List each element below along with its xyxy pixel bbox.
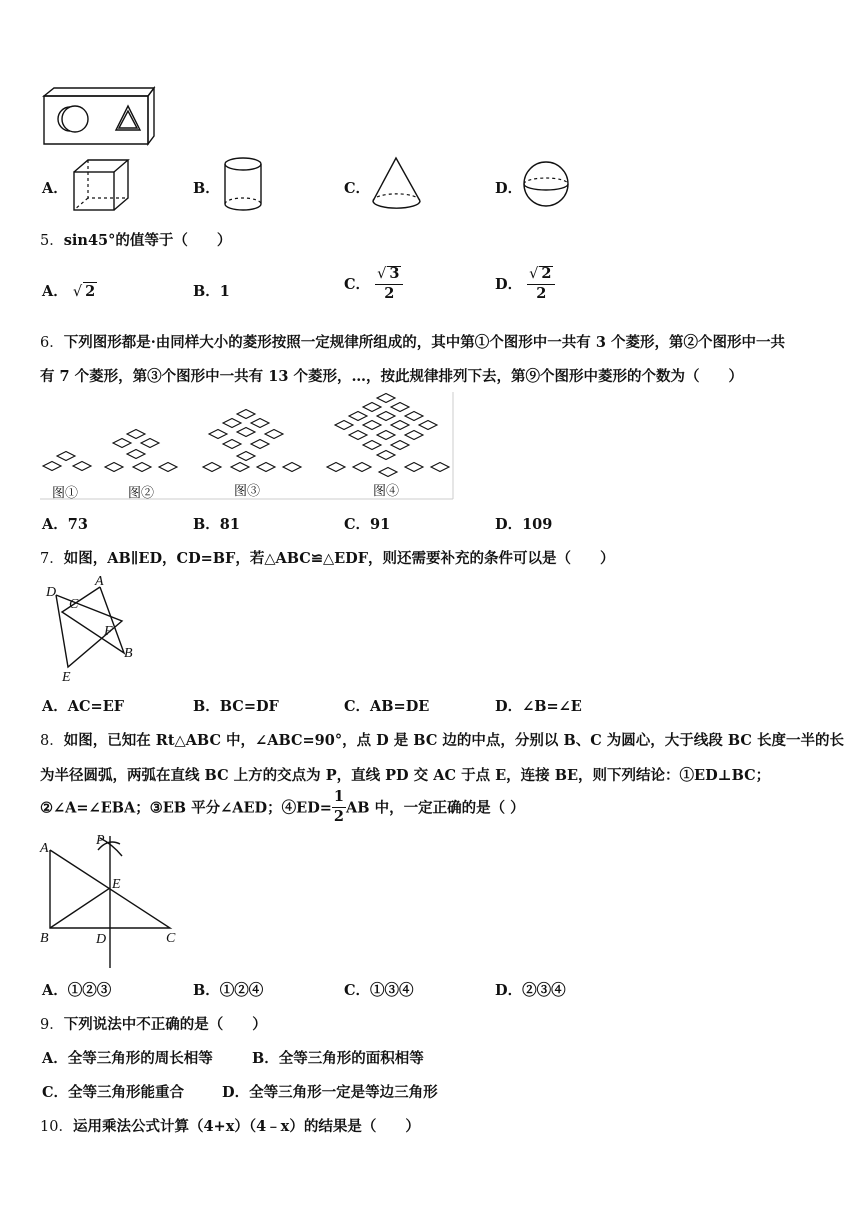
q5-option-d-fraction <box>527 266 555 301</box>
q9-option-a: A．全等三角形的周长相等 <box>42 1050 213 1067</box>
q5-option-a-letter: A． <box>42 283 68 300</box>
rhombus-shape <box>113 439 131 448</box>
q8-right-triangle-figure <box>38 830 188 972</box>
q5-option-c-fraction <box>375 266 403 301</box>
rhombus-shape <box>379 468 397 477</box>
q9-stem <box>40 1013 267 1034</box>
q4-option-b-letter: B． <box>193 180 220 197</box>
rhombus-shape <box>391 421 409 430</box>
radical-icon: √ <box>72 284 83 300</box>
q7-option-d-letter: D． <box>495 698 523 715</box>
q7-label-b: B <box>124 646 133 661</box>
rhombus-shape <box>391 403 409 412</box>
q8-line1-text: 如图，已知在 Rt△ABC 中，∠ABC=90°，点 D 是 BC 边的中点，分别以 B、C 为圆心，大于线段 BC 长度一半的长 <box>63 732 844 749</box>
q8-stem-line1 <box>40 729 844 750</box>
q7-label-d: D <box>46 585 57 600</box>
cube-icon <box>70 158 132 212</box>
rhombus-shape <box>105 463 123 472</box>
q5-option-d <box>495 266 555 301</box>
q8-label-d: D <box>96 932 107 947</box>
q8-label-p: P <box>96 833 105 848</box>
q7-triangle-figure <box>40 575 140 687</box>
q7-option-d-text: ∠B=∠E <box>522 698 582 715</box>
radical-icon: √ <box>529 266 539 282</box>
q4-solid-figure <box>40 86 155 148</box>
q8-fraction-denominator: 2 <box>333 807 345 825</box>
rhombus-shape <box>251 419 269 428</box>
q4-option-c-letter: C． <box>344 180 371 197</box>
q7-label-c: C <box>69 597 79 612</box>
rhombus-shape <box>237 428 255 437</box>
rhombus-shape <box>133 463 151 472</box>
rhombus-shape <box>223 440 241 449</box>
q5-option-b-value: 1 <box>219 283 230 300</box>
q6-option-d <box>495 513 552 534</box>
sphere-icon <box>522 160 572 210</box>
q9-option-c: C．全等三角形能重合 <box>42 1084 185 1101</box>
q5-option-a-radicand: 2 <box>85 283 96 300</box>
q7-option-c-letter: C． <box>344 698 371 715</box>
rhombus-shape <box>391 441 409 450</box>
q7-stem-text: 如图，AB∥ED，CD=BF，若△ABC≌△EDF，则还需要补充的条件可以是（ ） <box>63 550 615 567</box>
q8-stem-line2: 为半径圆弧，两弧在直线 BC 上方的交点为 P，直线 PD 交 AC 于点 E，连接 BE，则下列结论：①ED⊥BC； <box>40 767 771 784</box>
rhombus-shape <box>223 419 241 428</box>
q9-option-d: D．全等三角形一定是等边三角形 <box>222 1084 438 1101</box>
q7-option-c-text: AB=DE <box>370 698 430 715</box>
q7-label-a: A <box>95 574 104 589</box>
q6-option-a <box>42 513 88 534</box>
q8-option-c <box>344 979 414 1000</box>
q5-option-c-radicand: 3 <box>389 265 400 282</box>
q10-stem <box>40 1115 420 1136</box>
q6-option-d-letter: D． <box>495 516 523 533</box>
q8-fraction <box>332 790 346 824</box>
q4-option-d-letter: D． <box>495 180 523 197</box>
q5-option-a <box>42 280 97 301</box>
q5-stem-text: sin45°的值等于（ ） <box>63 232 232 249</box>
q8-option-c-text: ①③④ <box>370 982 414 999</box>
q7-stem <box>40 547 615 568</box>
q8-label-b: B <box>40 931 49 946</box>
q8-option-b-letter: B． <box>193 982 220 999</box>
q7-option-a-letter: A． <box>42 698 68 715</box>
rhombus-shape <box>363 421 381 430</box>
rhombus-shape <box>353 463 371 472</box>
q7-option-b-text: BC=DF <box>219 698 279 715</box>
q6-option-a-text: 73 <box>67 516 88 533</box>
rhombus-shape <box>377 394 395 403</box>
q6-option-a-letter: A． <box>42 516 68 533</box>
q6-caption-1: 图① <box>52 486 79 501</box>
q7-option-b-letter: B． <box>193 698 220 715</box>
rhombus-shape <box>237 410 255 419</box>
rhombus-shape <box>127 450 145 459</box>
q5-option-b-letter: B． <box>193 283 220 300</box>
rhombus-shape <box>237 452 255 461</box>
q7-number: 7． <box>40 551 64 567</box>
q8-fraction-numerator: 1 <box>332 790 346 808</box>
cone-icon <box>370 155 424 213</box>
q6-option-c-letter: C． <box>344 516 371 533</box>
q7-label-f: F <box>104 624 113 639</box>
q5-option-c <box>344 266 403 301</box>
rhombus-shape <box>231 463 249 472</box>
rhombus-shape <box>203 463 221 472</box>
rhombus-shape <box>431 463 449 472</box>
q8-stem-line3 <box>40 790 525 824</box>
q5-option-d-denominator: 2 <box>536 284 547 302</box>
q5-number: 5． <box>40 233 64 249</box>
rhombus-shape <box>257 463 275 472</box>
rhombus-shape <box>363 403 381 412</box>
q10-number: 10． <box>40 1119 73 1135</box>
q6-option-c-text: 91 <box>370 516 391 533</box>
rhombus-shape <box>405 431 423 440</box>
q8-option-c-letter: C． <box>344 982 371 999</box>
q5-option-c-denominator: 2 <box>384 284 395 302</box>
q5-stem <box>40 229 231 250</box>
q7-option-a <box>42 695 124 716</box>
rhombus-shape <box>405 412 423 421</box>
q6-stem-line1 <box>40 331 785 352</box>
q7-option-b <box>193 695 279 716</box>
q9-stem-text: 下列说法中不正确的是（ ） <box>63 1016 267 1033</box>
q5-option-d-radicand: 2 <box>541 265 552 282</box>
cylinder-icon <box>222 156 266 214</box>
q8-option-a <box>42 979 111 1000</box>
rhombus-shape <box>127 430 145 439</box>
q7-option-a-text: AC=EF <box>67 698 125 715</box>
rhombus-shape <box>377 412 395 421</box>
q9-number: 9． <box>40 1017 64 1033</box>
rhombus-shape <box>377 431 395 440</box>
q6-caption-4: 图④ <box>373 484 400 499</box>
rhombus-shape <box>419 421 437 430</box>
q10-stem-text: 运用乘法公式计算（4+x）（4﹣x）的结果是（ ） <box>72 1118 420 1135</box>
q7-label-e: E <box>62 670 71 685</box>
q6-caption-3: 图③ <box>234 484 261 499</box>
q8-option-d-letter: D． <box>495 982 523 999</box>
q9-option-b: B．全等三角形的面积相等 <box>252 1050 424 1067</box>
rhombus-shape <box>265 430 283 439</box>
q6-option-b-letter: B． <box>193 516 220 533</box>
rhombus-shape <box>349 431 367 440</box>
rhombus-shape <box>57 452 75 461</box>
rhombus-shape <box>251 440 269 449</box>
q6-line1-text: 下列图形都是·由同样大小的菱形按照一定规律所组成的，其中第①个图形中一共有 3 个菱形，第②个图形中一共 <box>63 334 785 351</box>
q7-option-c <box>344 695 429 716</box>
q6-option-c <box>344 513 390 534</box>
q8-option-d-text: ②③④ <box>522 982 566 999</box>
q6-option-b-text: 81 <box>219 516 240 533</box>
rhombus-shape <box>377 451 395 460</box>
q8-label-c: C <box>166 931 176 946</box>
q8-option-a-text: ①②③ <box>67 982 112 999</box>
q6-option-b <box>193 513 240 534</box>
rhombus-shape <box>283 463 301 472</box>
rhombus-shape <box>363 441 381 450</box>
rhombus-shape <box>159 463 177 472</box>
q4-option-a-letter: A． <box>42 180 68 197</box>
rhombus-shape <box>73 462 91 471</box>
q8-label-a: A <box>40 841 49 856</box>
rhombus-shape <box>335 421 353 430</box>
q8-label-e: E <box>112 877 121 892</box>
q6-number: 6． <box>40 335 64 351</box>
q5-option-b <box>193 280 230 301</box>
rhombus-shape <box>327 463 345 472</box>
rhombus-shape <box>43 462 61 471</box>
q8-option-b-text: ①②④ <box>219 982 264 999</box>
q6-stem-line2: 有 7 个菱形，第③个图形中一共有 13 个菱形，…，按此规律排列下去，第⑨个图形中菱形的个数为（ ） <box>40 368 743 385</box>
q6-option-d-text: 109 <box>522 516 553 533</box>
q8-line3-part1: ②∠A=∠EBA；③EB 平分∠AED；④ED= <box>40 799 332 817</box>
q6-caption-2: 图② <box>128 486 155 501</box>
q8-line3-part2: AB 中，一定正确的是（ ） <box>346 799 525 817</box>
q8-number: 8． <box>40 733 64 749</box>
rhombus-shape <box>405 463 423 472</box>
rhombus-shape <box>349 412 367 421</box>
q8-option-a-letter: A． <box>42 982 68 999</box>
rhombus-shape <box>141 439 159 448</box>
rhombus-shape <box>209 430 227 439</box>
radical-icon: √ <box>377 266 387 282</box>
q7-option-d <box>495 695 582 716</box>
q5-option-c-letter: C． <box>344 276 371 293</box>
q5-option-d-letter: D． <box>495 276 523 293</box>
q8-option-b <box>193 979 263 1000</box>
q8-option-d <box>495 979 566 1000</box>
